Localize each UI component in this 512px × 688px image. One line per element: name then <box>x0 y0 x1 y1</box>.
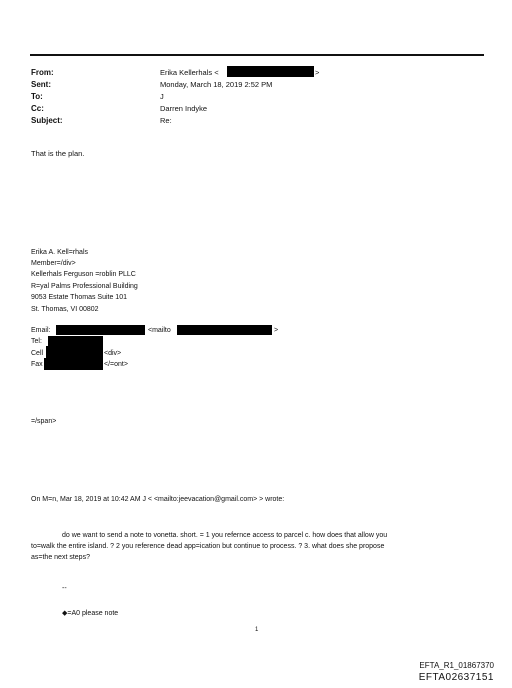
fax-suffix: </=ont> <box>104 361 128 368</box>
tel-label: Tel: <box>31 338 42 345</box>
fax-redaction <box>44 358 103 370</box>
page-number: 1 <box>255 627 259 633</box>
sent-label: Sent: <box>31 80 51 89</box>
to-label: To: <box>31 92 43 101</box>
quoted-line: to=walk the entire island. ? 2 you reference dead app=ication but continue to process. ? 3. what does she propose <box>31 543 385 550</box>
signature-line: Member=/div> <box>31 260 76 267</box>
signature-line: Kellerhals Ferguson =roblin PLLC <box>31 271 136 278</box>
tel-redaction <box>48 336 103 346</box>
fax-label: Fax <box>31 361 43 368</box>
mailto-close: > <box>274 327 279 334</box>
from-label: From: <box>31 68 54 77</box>
mailto-text: <mailto <box>148 327 171 334</box>
sent-value: Monday, March 18, 2019 2:52 PM <box>160 80 273 89</box>
from-value: Erika Kellerhals < <box>160 68 219 77</box>
quoted-note: ◆=A0 please note <box>62 610 119 617</box>
bates-number-2: EFTA02637151 <box>418 672 494 683</box>
email-redaction <box>56 325 145 335</box>
from-close: > <box>315 68 320 77</box>
subject-label: Subject: <box>31 116 63 125</box>
signature-line: Erika A. Kell=rhals <box>31 249 88 256</box>
bates-number-1: EFTA_R1_01867370 <box>419 661 494 670</box>
quote-header: On M=n, Mar 18, 2019 at 10:42 AM J < <mailto:jeevacation@gmail.com> > wrote: <box>31 496 285 503</box>
quoted-line: do we want to send a note to vonetta. short. = 1 you refernce access to parcel c. how does that allow you <box>62 532 388 539</box>
span-tag-text: =/span> <box>31 418 57 425</box>
quoted-line: as=the next steps? <box>31 554 90 561</box>
signature-line: 9053 Estate Thomas Suite 101 <box>31 294 127 301</box>
signature-line: St. Thomas, VI 00802 <box>31 306 99 313</box>
cc-value: Darren Indyke <box>160 104 208 113</box>
from-email-redaction <box>227 66 314 77</box>
subject-value: Re: <box>160 116 172 125</box>
mailto-redaction <box>177 325 272 335</box>
quoted-dashes: -- <box>62 585 67 592</box>
header-rule <box>30 54 484 56</box>
cell-label: Cell <box>31 350 44 357</box>
signature-line: R=yal Palms Professional Building <box>31 283 138 290</box>
cell-suffix: <div> <box>104 350 122 357</box>
cc-label: Cc: <box>31 104 44 113</box>
body-text: That is the plan. <box>31 149 85 158</box>
cell-redaction <box>46 346 103 358</box>
to-value: J <box>160 92 164 101</box>
email-label: Email: <box>31 327 51 334</box>
